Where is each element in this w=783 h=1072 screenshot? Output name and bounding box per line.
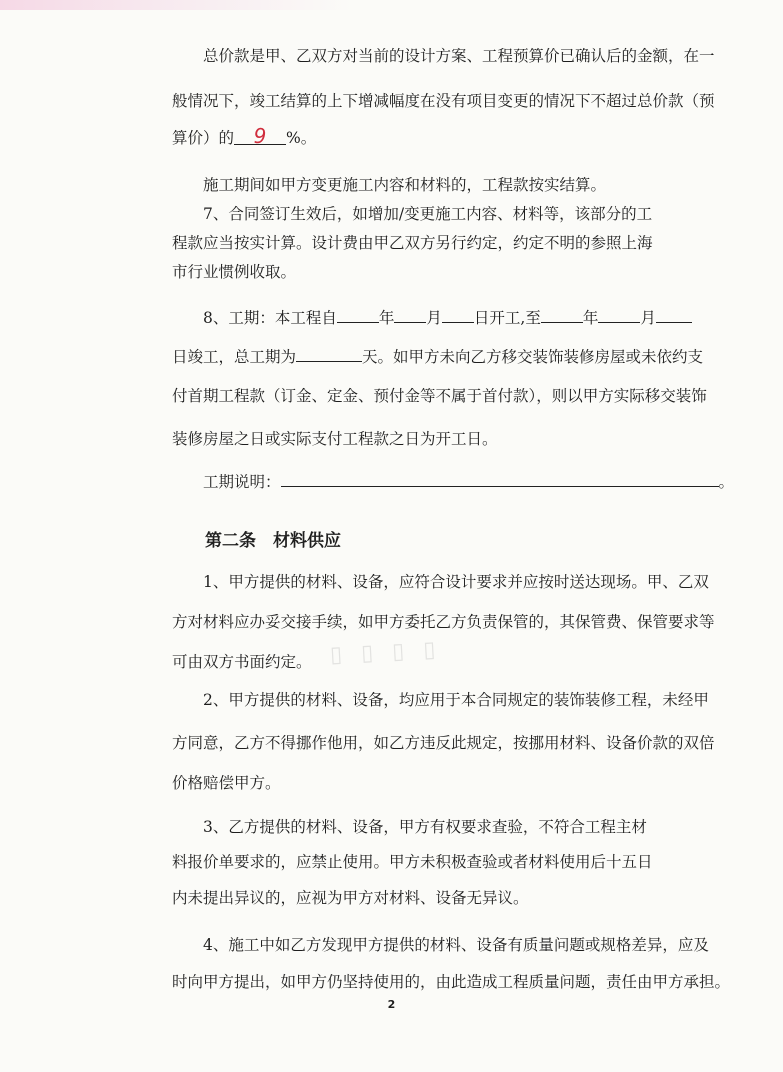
body-line: 4、施工中如乙方发现甲方提供的材料、设备有质量问题或规格差异，应及 [203,936,709,954]
period-text: 8、工期：本工程自 [203,309,337,327]
start-day-label: 日开工,至 [473,309,541,327]
year-label: 年 [582,309,599,327]
page-number: 2 [387,998,396,1011]
end-month-field[interactable] [598,306,640,323]
body-line: 价格赔偿甲方。 [172,774,281,792]
period-note-field[interactable] [281,470,719,487]
bleed-through-mark: ▯ ▯ ▯ ▯ [329,637,442,668]
end-year-field[interactable] [541,306,583,323]
start-month-field[interactable] [394,306,426,323]
body-line: 可由双方书面约定。 [172,653,312,671]
construction-period-line [203,306,783,328]
body-line: 2、甲方提供的材料、设备，均应用于本合同规定的装饰装修工程，未经甲 [203,691,709,709]
month-label: 月 [640,309,656,327]
construction-period-line [172,345,783,367]
body-line: 施工期间如甲方变更施工内容和材料的，工程款按实结算。 [203,176,607,194]
period-note-end: 。 [718,473,735,491]
body-line: 1、甲方提供的材料、设备，应符合设计要求并应按时送达现场。甲、乙双 [203,573,709,591]
body-line: 装修房屋之日或实际支付工程款之日为开工日。 [172,430,498,448]
body-line: 程款应当按实计算。设计费由甲乙双方另行约定，约定不明的参照上海 [172,234,653,252]
budget-prefix: 算价）的 [172,129,235,147]
month-label: 月 [426,309,442,327]
body-line: 方对材料应办妥交接手续，如甲方委托乙方负责保管的，其保管费、保管要求等 [172,613,715,631]
start-day-field[interactable] [442,306,474,323]
budget-suffix: %。 [286,129,317,147]
start-year-field[interactable] [337,306,379,323]
body-line: 时向甲方提出，如甲方仍坚持使用的，由此造成工程质量问题，责任由甲方承担。 [172,973,731,991]
body-line: 料报价单要求的，应禁止使用。甲方未积极查验或者材料使用后十五日 [172,853,653,871]
period-note-line [203,470,783,492]
body-line: 市行业惯例收取。 [172,263,297,281]
section-title: 第二条 材料供应 [205,531,341,551]
body-line: 般情况下，竣工结算的上下增减幅度在没有项目变更的情况下不超过总价款（预 [172,92,715,110]
body-line: 内未提出异议的，应视为甲方对材料、设备无异议。 [172,889,529,907]
body-line: 付首期工程款（订金、定金、预付金等不属于首付款），则以甲方实际移交装饰 [172,387,707,405]
end-day-label: 日竣工，总工期为 [172,348,297,366]
period-note-label: 工期说明： [203,473,281,491]
budget-line [172,124,783,148]
body-line: 方同意，乙方不得挪作他用，如乙方违反此规定，按挪用材料、设备价款的双倍 [172,734,715,752]
total-days-field[interactable] [296,345,362,362]
year-label: 年 [378,309,395,327]
body-line: 7、合同签订生效后，如增加/变更施工内容、材料等，该部分的工 [203,205,653,223]
body-line: 3、乙方提供的材料、设备，甲方有权要求查验，不符合工程主材 [203,818,647,836]
scan-edge-tint [0,0,783,10]
end-day-field[interactable] [656,306,692,323]
handwritten-percent: 9 [253,124,267,148]
body-line: 总价款是甲、乙双方对当前的设计方案、工程预算价已确认后的金额，在一 [203,47,715,65]
budget-percent-field[interactable] [234,124,286,148]
days-text: 天。如甲方未向乙方移交装饰装修房屋或未依约支 [362,348,704,366]
